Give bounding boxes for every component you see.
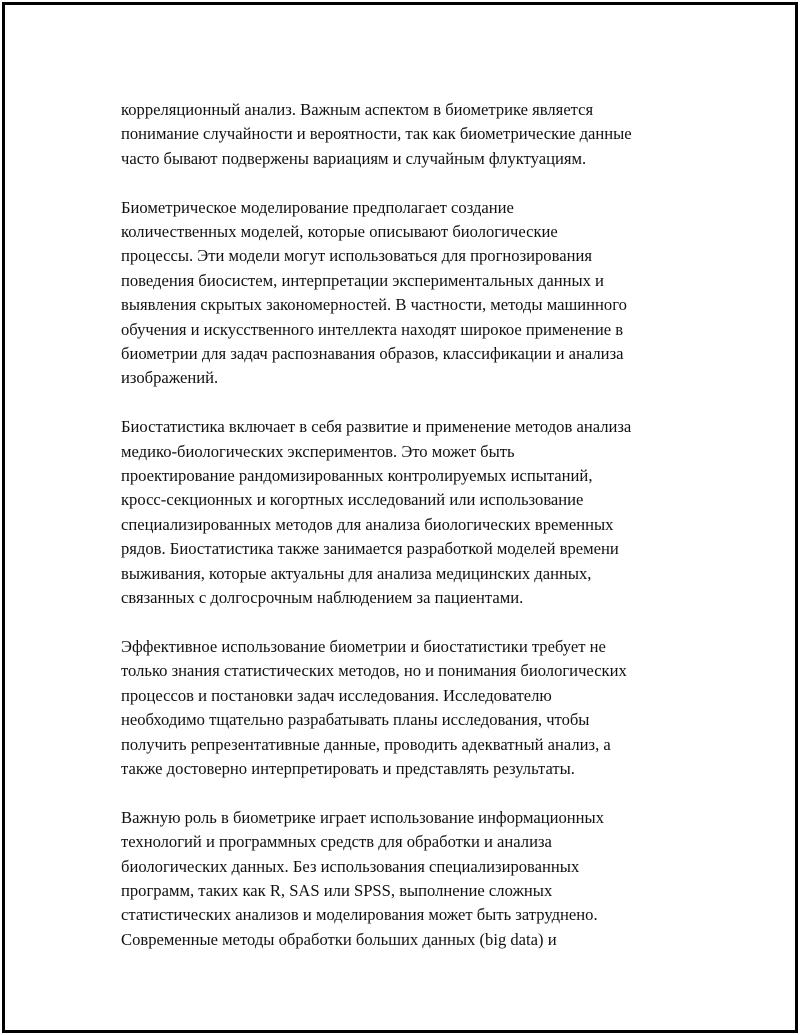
- text-line: процессов и постановки задач исследования. Исследователю: [121, 685, 552, 705]
- text-line: проектирование рандомизированных контролируемых испытаний,: [121, 466, 593, 486]
- text-line: биометрии для задач распознавания образов, классификации и анализа: [121, 344, 624, 364]
- document-body: [121, 98, 701, 977]
- text-line: технологий и программных средств для обработки и анализа: [121, 832, 552, 852]
- text-line: также достоверно интерпретировать и представлять результаты.: [121, 758, 575, 778]
- text-line: выявления скрытых закономерностей. В частности, методы машинного: [121, 295, 627, 315]
- text-line: специализированных методов для анализа биологических временных: [121, 514, 614, 534]
- text-line: поведения биосистем, интерпретации экспериментальных данных и: [121, 270, 604, 290]
- text-line: Современные методы обработки больших данных (big data) и: [121, 929, 557, 949]
- text-line: корреляционный анализ. Важным аспектом в биометрике является: [121, 100, 594, 119]
- text-line: процессы. Эти модели могут использоваться для прогнозирования: [121, 246, 592, 266]
- paragraph: [121, 98, 701, 171]
- text-line: Биометрическое моделирование предполагает создание: [121, 197, 514, 217]
- text-line: программ, таких как R, SAS или SPSS, выполнение сложных: [121, 880, 553, 900]
- text-line: Биостатистика включает в себя развитие и применение методов анализа: [121, 417, 632, 437]
- paragraph: [121, 635, 701, 781]
- text-line: необходимо тщательно разрабатывать планы исследования, чтобы: [121, 710, 590, 730]
- text-line: только знания статистических методов, но и понимания биологических: [121, 661, 627, 681]
- text-line: Эффективное использование биометрии и биостатистики требует не: [121, 636, 606, 656]
- text-line: понимание случайности и вероятности, так как биометрические данные: [121, 124, 632, 144]
- text-line: выживания, которые актуальны для анализа медицинских данных,: [121, 563, 592, 583]
- text-line: рядов. Биостатистика также занимается разработкой моделей времени: [121, 539, 619, 559]
- text-line: Важную роль в биометрике играет использование информационных: [121, 807, 604, 827]
- text-line: обучения и искусственного интеллекта находят широкое применение в: [121, 319, 624, 339]
- paragraph: [121, 415, 701, 610]
- text-line: связанных с долгосрочным наблюдением за пациентами.: [121, 588, 524, 608]
- text-line: изображений.: [121, 368, 219, 388]
- document-page: [2, 2, 798, 1033]
- text-line: количественных моделей, которые описывают биологические: [121, 222, 558, 242]
- text-line: кросс-секционных и когортных исследований или использование: [121, 490, 584, 510]
- paragraph: [121, 806, 701, 952]
- text-line: часто бывают подвержены вариациям и случайным флуктуациям.: [121, 148, 587, 168]
- text-line: статистических анализов и моделирования может быть затруднено.: [121, 905, 598, 925]
- text-line: медико-биологических экспериментов. Это может быть: [121, 441, 515, 461]
- paragraph: [121, 196, 701, 391]
- text-line: получить репрезентативные данные, проводить адекватный анализ, а: [121, 734, 611, 754]
- text-line: биологических данных. Без использования специализированных: [121, 856, 580, 876]
